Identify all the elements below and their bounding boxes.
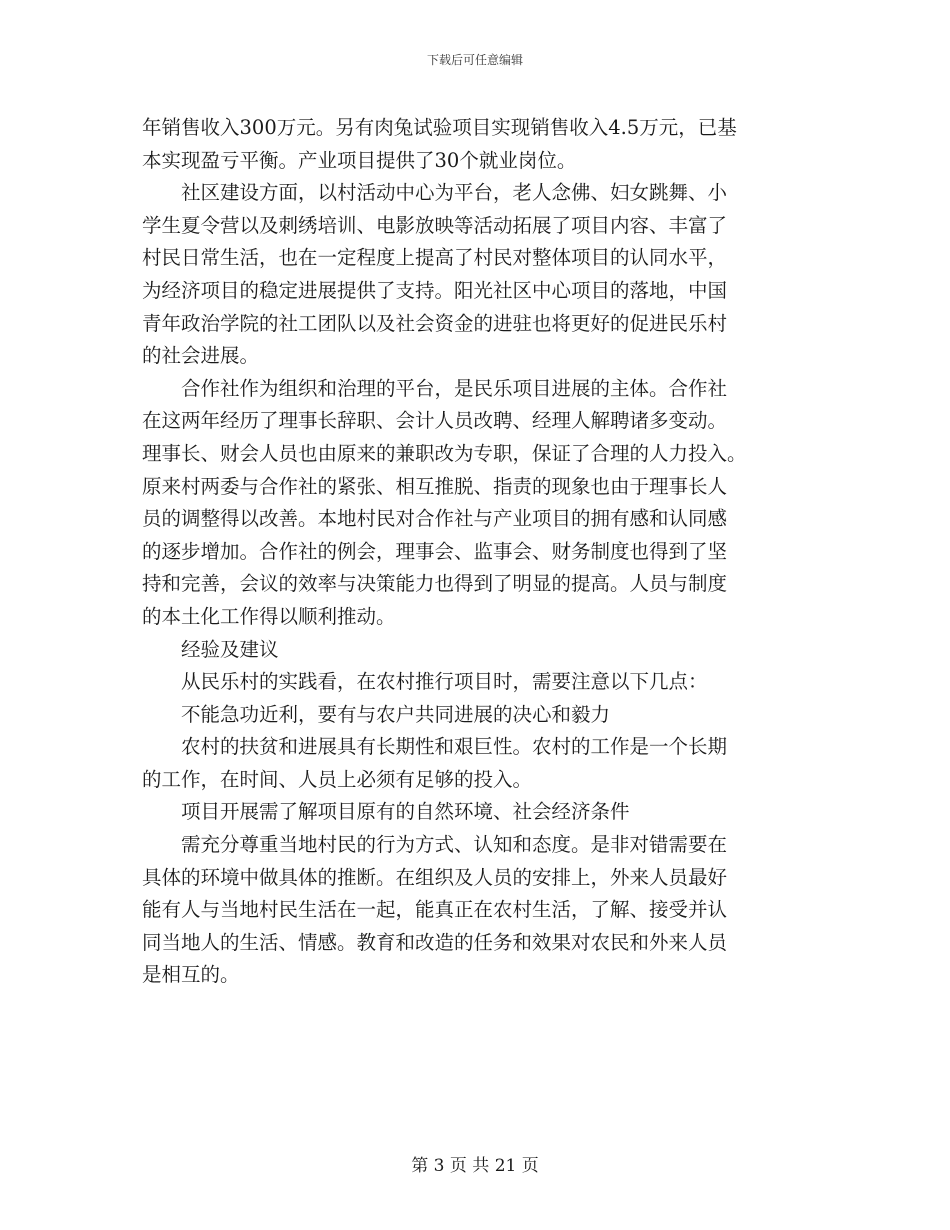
text-line: 的工作，在时间、人员上必须有足够的投入。 (142, 767, 533, 791)
text-line: 具体的环境中做具体的推断。在组织及人员的安排上，外来人员最好 (142, 865, 728, 889)
paragraph (142, 112, 798, 177)
paragraph (142, 731, 798, 796)
paragraph (142, 373, 798, 634)
document-body (142, 112, 798, 992)
text-line: 村民日常生活，也在一定程度上提高了村民对整体项目的认同水平， (142, 246, 728, 270)
text-line: 为经济项目的稳定进展提供了支持。阳光社区中心项目的落地，中国 (142, 278, 728, 302)
text-line: 的本土化工作得以顺利推动。 (142, 604, 396, 628)
text-line: 本实现盈亏平衡。产业项目提供了30个就业岗位。 (142, 148, 577, 172)
text-line: 青年政治学院的社工团队以及社会资金的进驻也将更好的促进民乐村 (142, 311, 728, 335)
text-line: 原来村两委与合作社的紧张、相互推脱、指责的现象也由于理事长人 (142, 474, 728, 498)
subheading (142, 796, 798, 829)
text-line: 需充分尊重当地村民的行为方式、认知和态度。是非对错需要在 (142, 833, 728, 857)
text-line: 能有人与当地村民生活在一起，能真正在农村生活，了解、接受并认 (142, 898, 728, 922)
text-line: 的逐步增加。合作社的例会，理事会、监事会、财务制度也得到了坚 (142, 539, 728, 563)
subheading (142, 699, 798, 732)
text-line: 在这两年经历了理事长辞职、会计人员改聘、经理人解聘诸多变动。 (142, 409, 728, 433)
text-line: 不能急功近利，要有与农户共同进展的决心和毅力 (142, 702, 611, 726)
text-line: 经验及建议 (142, 637, 279, 661)
page-header: 下载后可任意编辑 (426, 53, 523, 67)
text-line: 项目开展需了解项目原有的自然环境、社会经济条件 (142, 800, 630, 824)
text-line: 学生夏令营以及刺绣培训、电影放映等活动拓展了项目内容、丰富了 (142, 213, 728, 237)
text-line: 理事长、财会人员也由原来的兼职改为专职，保证了合理的人力投入。 (142, 441, 747, 465)
text-line: 同当地人的生活、情感。教育和改造的任务和效果对农民和外来人员 (142, 930, 728, 954)
text-line: 从民乐村的实践看，在农村推行项目时，需要注意以下几点： (142, 670, 708, 694)
text-line: 员的调整得以改善。本地村民对合作社与产业项目的拥有感和认同感 (142, 507, 728, 531)
paragraph (142, 177, 798, 373)
page-number: 第 3 页 共 21 页 (411, 1156, 539, 1176)
text-line: 是相互的。 (142, 963, 240, 987)
paragraph (142, 666, 798, 699)
section-heading (142, 634, 798, 667)
text-line: 社区建设方面，以村活动中心为平台，老人念佛、妇女跳舞、小 (142, 181, 728, 205)
text-line: 农村的扶贫和进展具有长期性和艰巨性。农村的工作是一个长期 (142, 735, 728, 759)
text-line: 持和完善，会议的效率与决策能力也得到了明显的提高。人员与制度 (142, 572, 728, 596)
paragraph (142, 829, 798, 992)
text-line: 合作社作为组织和治理的平台，是民乐项目进展的主体。合作社 (142, 376, 728, 400)
text-line: 年销售收入300万元。另有肉兔试验项目实现销售收入4.5万元，已基 (142, 116, 737, 139)
text-line: 的社会进展。 (142, 344, 260, 368)
